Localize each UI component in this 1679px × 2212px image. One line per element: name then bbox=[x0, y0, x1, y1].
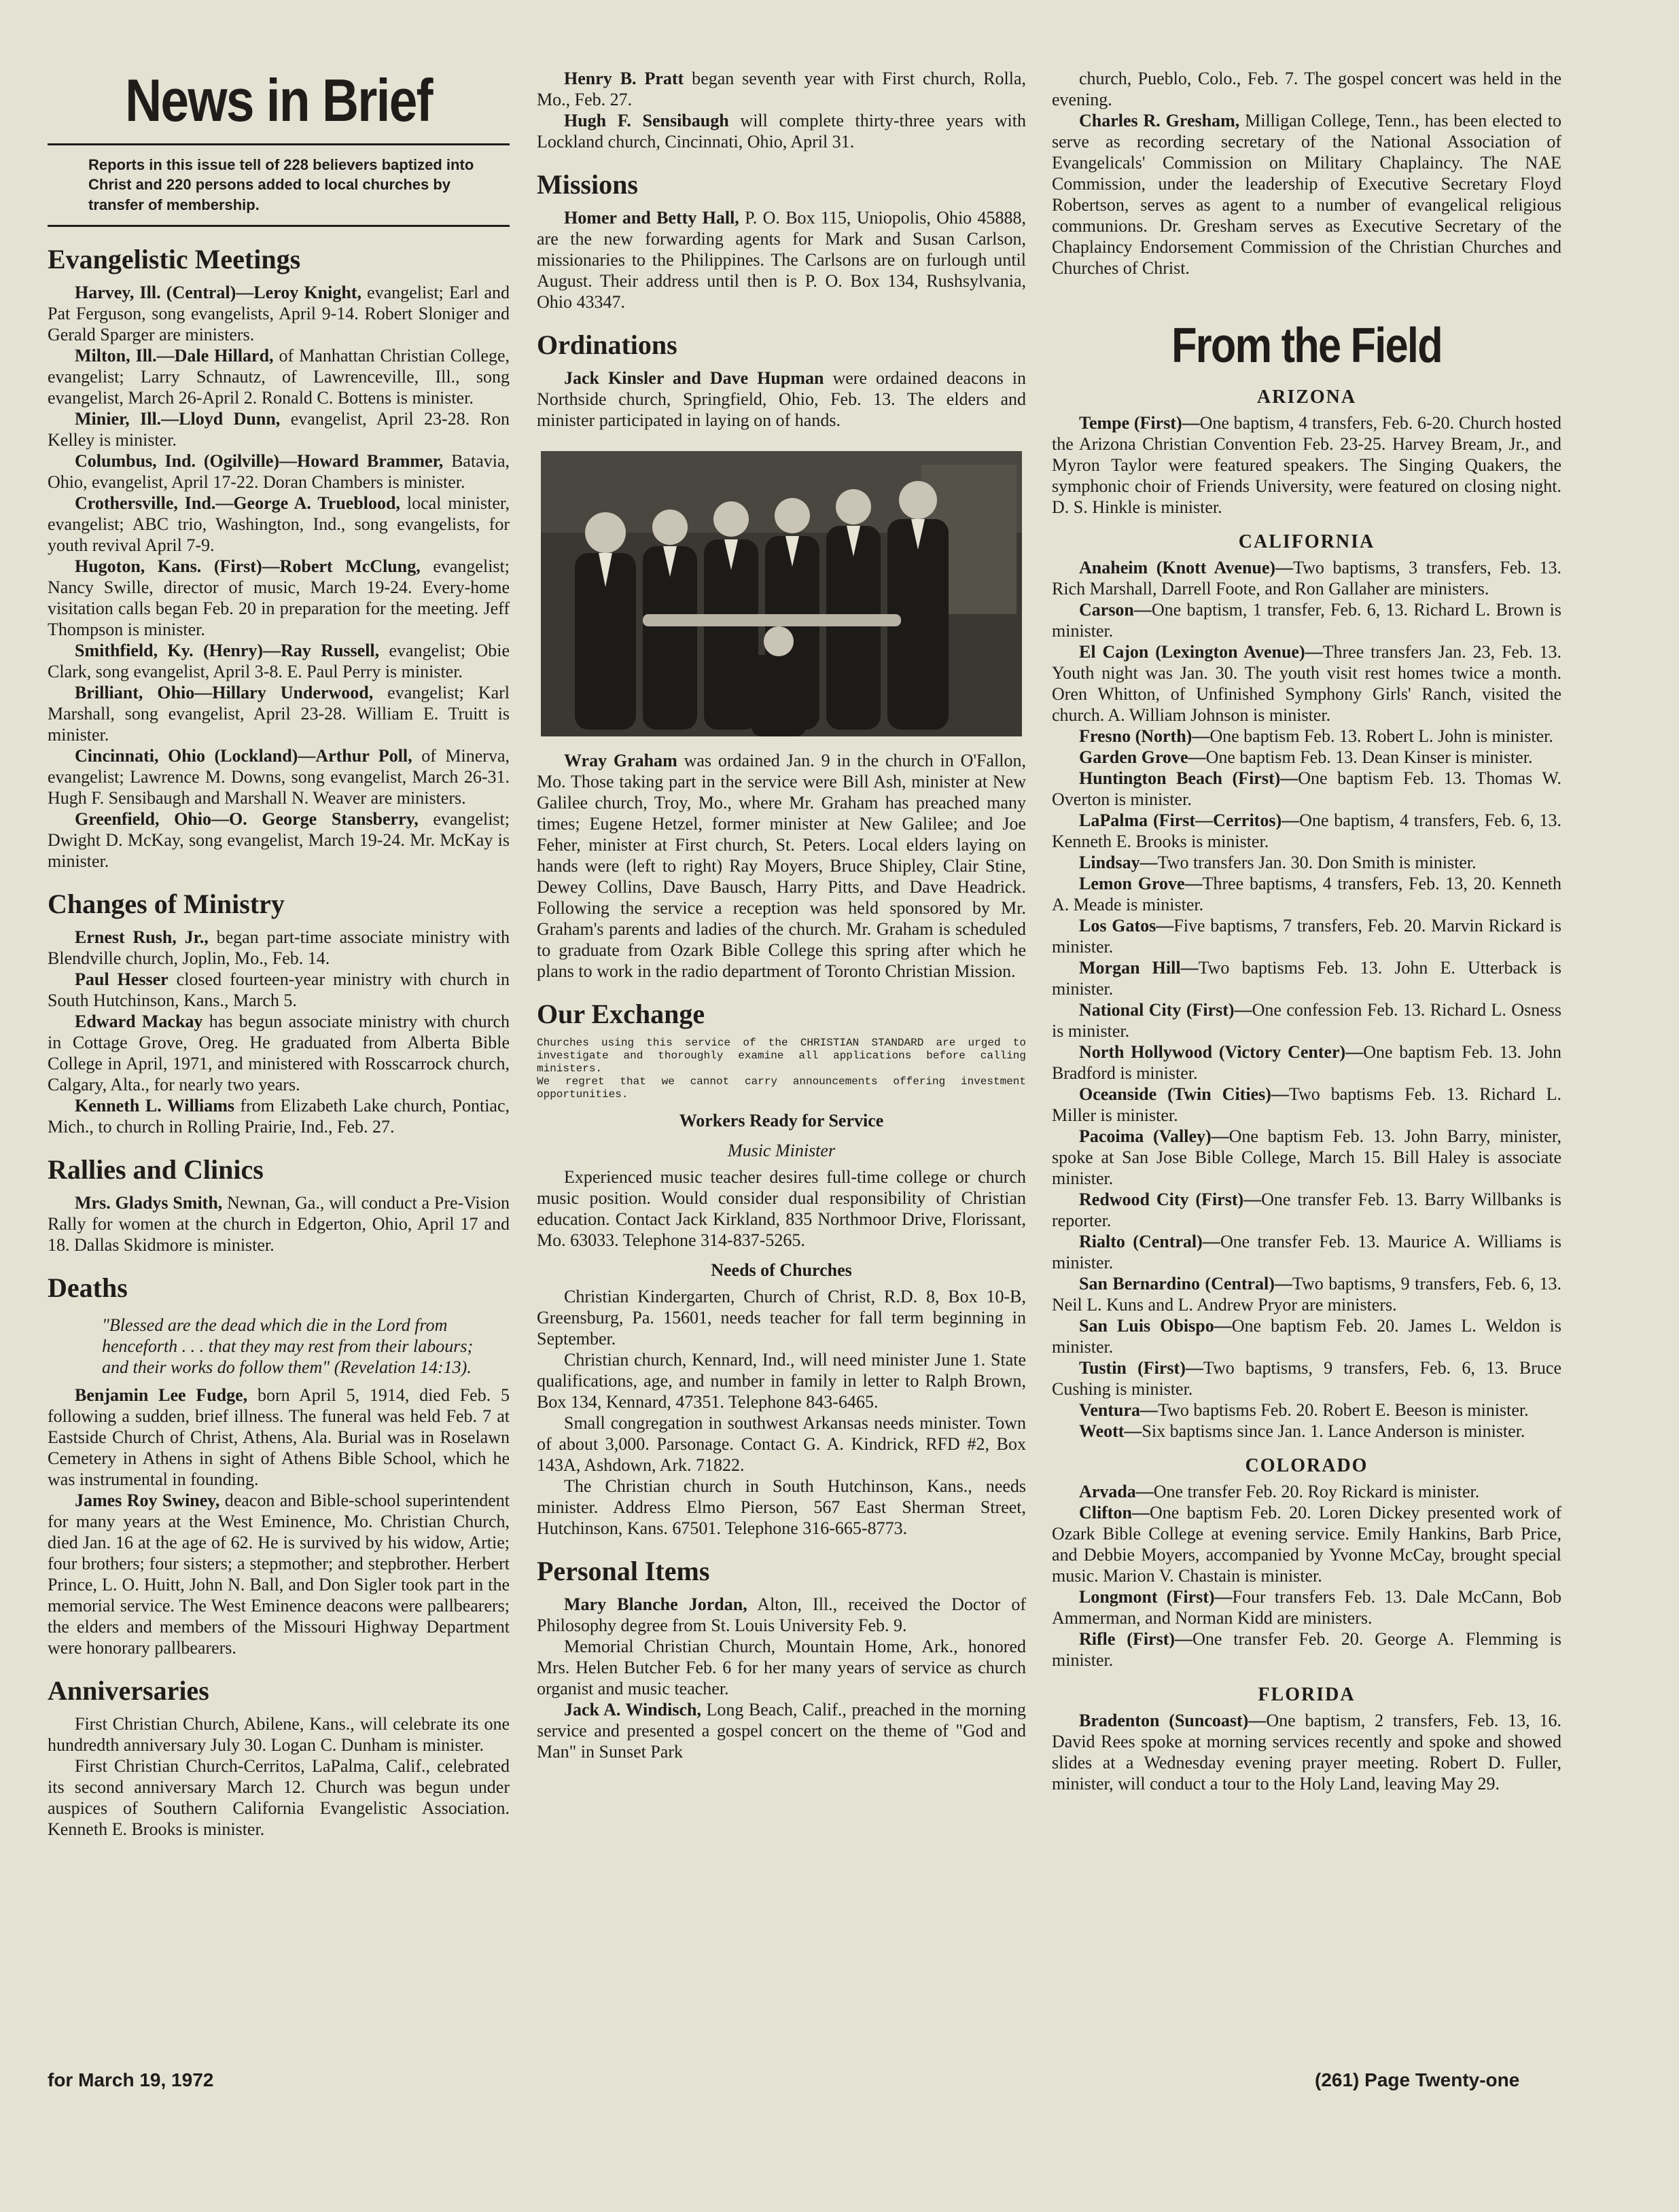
item-text: evangelist; Dwight D. McKay, song evangelist, March 19-24. Mr. McKay is minister. bbox=[48, 808, 510, 871]
item-text: closed fourteen-year ministry with church in South Hutchinson, Kans., March 5. bbox=[48, 969, 510, 1010]
item-lead: Morgan Hill— bbox=[1079, 958, 1199, 978]
needs-list bbox=[537, 1286, 1026, 1539]
news-item bbox=[537, 1636, 1026, 1699]
item-lead: Minier, Ill.—Lloyd Dunn, bbox=[75, 408, 281, 429]
classified-item: The Christian church in South Hutchinson, Kans., needs minister. Address Elmo Pierson, 567 East Sherman Street, Hutchinson, Kans. 67501. Telephone 316-665-8773. bbox=[537, 1476, 1026, 1538]
news-item bbox=[1052, 810, 1561, 852]
classified-item: Christian Kindergarten, Church of Christ, R.D. 8, Box 10-B, Greensburg, Pa. 15601, needs teacher for fall term beginning in September. bbox=[537, 1287, 1026, 1349]
news-item bbox=[48, 927, 510, 969]
item-text: church, Pueblo, Colo., Feb. 7. The gospel concert was held in the evening. bbox=[1052, 69, 1561, 109]
item-text: began seventh year with First church, Rolla, Mo., Feb. 27. bbox=[537, 69, 1026, 109]
section-heading-anniversaries: Anniversaries bbox=[48, 1675, 209, 1706]
item-lead: Redwood City (First)— bbox=[1079, 1190, 1262, 1210]
item-text: evangelist; Obie Clark, song evangelist, April 3-8. E. Paul Perry is minister. bbox=[48, 640, 510, 681]
news-item bbox=[48, 745, 510, 808]
item-text: One baptism, 4 transfers, Feb. 6-20. Church hosted the Arizona Christian Convention Feb. 23-25. Harvey Bream, Jr., and Myron Taylor were featured speakers. The Singing Quakers, the symphonic choir of Friends University, were featured on closing night. D. S. Hinkle is minister. bbox=[1052, 413, 1561, 518]
item-text: began part-time associate ministry with Blendville church, Joplin, Mo., Feb. 14. bbox=[48, 927, 510, 968]
item-lead: Columbus, Ind. (Ogilville)—Howard Brammer, bbox=[75, 450, 444, 471]
item-lead: Benjamin Lee Fudge, bbox=[75, 1385, 248, 1405]
item-text: One baptism Feb. 13. Dean Kinser is minister. bbox=[1205, 747, 1533, 768]
item-lead: Homer and Betty Hall, bbox=[564, 208, 739, 228]
news-item bbox=[1052, 957, 1561, 999]
item-text: Alton, Ill., received the Doctor of Philosophy degree from St. Louis University Feb. 9. bbox=[537, 1594, 1026, 1635]
news-item bbox=[1052, 412, 1561, 518]
column-right bbox=[1052, 68, 1561, 1794]
item-text: evangelist; Nancy Swille, director of music, March 19-24. Every-home visitation calls began Feb. 20 in preparation for the meeting. Jeff Thompson is minister. bbox=[48, 556, 510, 639]
item-text: One transfer Feb. 13. Barry Willbanks is reporter. bbox=[1052, 1190, 1561, 1231]
news-item bbox=[537, 1699, 1026, 1762]
item-lead: LaPalma (First—Cerritos)— bbox=[1079, 810, 1300, 831]
news-item bbox=[48, 493, 510, 556]
section-heading-evangelistic: Evangelistic Meetings bbox=[48, 243, 301, 274]
news-item bbox=[1052, 1421, 1561, 1442]
news-item bbox=[48, 1095, 510, 1137]
item-text: born April 5, 1914, died Feb. 5 following a sudden, brief illness. The funeral was held Feb. 7 at Eastside Church of Christ, Athens, Ala. Burial was in Roselawn Cemetery in Athens in sight of Athens Bible School, which he was instrumental in founding. bbox=[48, 1385, 510, 1489]
item-lead: Henry B. Pratt bbox=[564, 69, 684, 88]
item-lead: Pacoima (Valley)— bbox=[1079, 1126, 1229, 1147]
item-text: One baptism, 1 transfer, Feb. 6, 13. Richard L. Brown is minister. bbox=[1052, 600, 1561, 641]
item-text: Two baptisms Feb. 20. Robert E. Beeson is minister. bbox=[1158, 1400, 1529, 1421]
section-heading-personal: Personal Items bbox=[537, 1556, 710, 1586]
item-lead: Longmont (First)— bbox=[1079, 1587, 1233, 1607]
item-text: Two baptisms Feb. 13. Richard L. Miller is minister. bbox=[1052, 1084, 1561, 1126]
news-item bbox=[48, 408, 510, 450]
item-lead: Hugh F. Sensibaugh bbox=[564, 111, 729, 130]
item-lead: Crothersville, Ind.—George A. Trueblood, bbox=[75, 493, 400, 513]
classified-item: Christian church, Kennard, Ind., will need minister June 1. State qualifications, age, and number in family in letter to Ralph Brown, Box 134, Kennard, 47351. Telephone 843-6465. bbox=[537, 1350, 1026, 1412]
news-item bbox=[48, 450, 510, 493]
item-lead: Clifton— bbox=[1079, 1503, 1150, 1523]
anniversaries-list bbox=[48, 1713, 510, 1840]
item-text: Two baptisms Feb. 13. John E. Utterback is minister. bbox=[1052, 958, 1562, 999]
ordination-photo bbox=[541, 451, 1022, 736]
item-lead: Milton, Ill.—Dale Hillard, bbox=[75, 345, 274, 365]
item-lead: Tempe (First)— bbox=[1079, 413, 1200, 433]
item-text: First Christian Church-Cerritos, LaPalma, Calif., celebrated its second anniversary March 12. Church was begun under auspices of Southern California Evangelistic Association. Kenneth E. Brooks is minister. bbox=[48, 1755, 510, 1839]
photo-caption: Wray Graham was ordained Jan. 9 in the church in O'Fallon, Mo. Those taking part in the service were Bill Ash, minister at New Galilee church, Troy, Mo., where Mr. Graham has preached many times; Eugene Hetzel, former minister at New Galilee; and Joe Feher, minister at First church, St. Peters. Local elders laying on hands were (left to right) Ray Moyers, Bruce Shipley, Clair Stine, Dewey Collins, Dave Bausch, Harry Pitts, and Dave Headrick. Following the service a reception was held sponsored by Mr. Graham's parents and ladies of the church. Mr. Graham is scheduled to graduate from Ozark Bible College this spring after which he plans to work in the radio department of Toronto Christian Mission. bbox=[537, 751, 1026, 981]
item-text: One baptism, 2 transfers, Feb. 13, 16. David Rees spoke at morning services recently and spoke and showed slides at a Wednesday evening prayer meeting. Robert D. Fuller, minister, will conduct a tour to the Holy Land, leaving May 29. bbox=[1052, 1711, 1561, 1794]
item-text: were ordained deacons in Northside church, Springfield, Ohio, Feb. 13. The elders and minister participated in laying on of hands. bbox=[537, 368, 1026, 430]
item-lead: Rifle (First)— bbox=[1079, 1629, 1193, 1649]
news-item bbox=[48, 345, 510, 408]
item-lead: Mary Blanche Jordan, bbox=[564, 1594, 747, 1614]
section-heading-ordinations: Ordinations bbox=[537, 329, 677, 360]
continued-list bbox=[1052, 68, 1561, 279]
news-item bbox=[48, 1385, 510, 1490]
item-text: Three transfers Jan. 23, Feb. 13. Youth night was Jan. 30. The youth visit rest homes twice a month. Oren Whitton, of Unfinished Symphony Girls' Ranch, visited the church. A. William Johnson is minister. bbox=[1052, 642, 1561, 726]
news-item bbox=[1052, 641, 1561, 726]
item-text: One baptism Feb. 13. Thomas W. Overton is minister. bbox=[1052, 768, 1561, 810]
item-text: One baptism Feb. 20. Loren Dickey presented work of Ozark Bible College at evening service. Emily Hankins, Barb Price, and Debbie Moyers, accompanied by Yvonne McCay, brought special music. Marion V. Chastain is minister. bbox=[1052, 1503, 1561, 1586]
item-text: of Minerva, evangelist; Lawrence M. Downs, song evangelist, March 26-31. Hugh F. Sensibaugh and Marshall N. Weaver are ministers. bbox=[48, 745, 510, 808]
item-lead: Weott— bbox=[1079, 1421, 1142, 1442]
item-lead: Lindsay— bbox=[1079, 853, 1158, 873]
news-item bbox=[48, 640, 510, 682]
news-item bbox=[1052, 1586, 1561, 1628]
news-item bbox=[537, 207, 1026, 313]
item-lead: Anaheim (Knott Avenue)— bbox=[1079, 558, 1294, 578]
subhead-workers: Workers Ready for Service bbox=[679, 1111, 884, 1130]
item-text: One baptism Feb. 20. James L. Weldon is minister. bbox=[1052, 1316, 1561, 1357]
item-text: from Elizabeth Lake church, Pontiac, Mich., to church in Rolling Prairie, Ind., Feb. 27. bbox=[48, 1095, 510, 1137]
news-item bbox=[537, 110, 1026, 152]
news-item bbox=[1052, 873, 1561, 915]
continued-list bbox=[537, 68, 1026, 152]
ordinations-list bbox=[537, 368, 1026, 431]
item-lead: Charles R. Gresham, bbox=[1079, 111, 1240, 130]
section-heading-deaths: Deaths bbox=[48, 1272, 128, 1303]
news-item bbox=[1052, 110, 1561, 279]
item-text: Two baptisms, 9 transfers, Feb. 6, 13. Bruce Cushing is minister. bbox=[1052, 1358, 1561, 1399]
item-lead: San Luis Obispo— bbox=[1079, 1316, 1232, 1336]
section-heading-exchange: Our Exchange bbox=[537, 999, 705, 1029]
item-lead: Carson— bbox=[1079, 600, 1152, 620]
field-title: From the Field bbox=[1171, 319, 1442, 373]
item-lead: Edward Mackay bbox=[75, 1011, 203, 1031]
item-lead: Garden Grove— bbox=[1079, 747, 1206, 768]
item-lead: Hugoton, Kans. (First)—Robert McClung, bbox=[75, 556, 421, 576]
item-text: local minister, evangelist; ABC trio, Washington, Ind., song evangelists, for youth revival April 7-9. bbox=[48, 493, 510, 555]
item-lead: San Bernardino (Central)— bbox=[1079, 1274, 1292, 1294]
news-item bbox=[1052, 557, 1561, 599]
item-text: Four transfers Feb. 13. Dale McCann, Bob Ammerman, and Norman Kidd are ministers. bbox=[1052, 1587, 1561, 1628]
item-text: Three baptisms, 4 transfers, Feb. 13, 20. Kenneth A. Meade is minister. bbox=[1052, 874, 1561, 915]
item-lead: Ernest Rush, Jr., bbox=[75, 927, 209, 947]
news-item bbox=[1052, 1041, 1561, 1084]
item-lead: Los Gatos— bbox=[1079, 916, 1174, 936]
exchange-note: Churches using this service of the CHRISTIAN STANDARD are urged to investigate and thoroughly examine all applications before calling ministers. bbox=[537, 1037, 1026, 1075]
scripture-quote: "Blessed are the dead which die in the Lord from henceforth . . . that they may rest from their labours; and their works do follow them" (Revelation 14:13). bbox=[102, 1315, 474, 1377]
item-text: evangelist; Karl Marshall, song evangelist, April 23-28. William E. Truitt is minister. bbox=[48, 682, 510, 745]
item-text: evangelist; Earl and Pat Ferguson, song evangelists, April 9-14. Robert Sloniger and Gerald Sparger are ministers. bbox=[48, 282, 510, 344]
news-item bbox=[1052, 1357, 1561, 1399]
news-item bbox=[48, 282, 510, 345]
footer-page-number: (261) Page Twenty-one bbox=[1315, 2069, 1520, 2090]
news-item bbox=[1052, 747, 1561, 768]
item-text: Two transfers Jan. 30. Don Smith is minister. bbox=[1157, 853, 1477, 873]
subhead-needs: Needs of Churches bbox=[711, 1260, 852, 1280]
item-text: One baptism Feb. 13. John Barry, minister, spoke at San Jose Bible College, March 15. Bill Haley is associate minister. bbox=[1052, 1126, 1561, 1189]
item-text: has begun associate ministry with church in Cottage Grove, Oreg. He graduated from Alberta Bible College in April, 1971, and ministered with Rosscarrock church, Calgary, Alta., for nearly two years. bbox=[48, 1011, 510, 1094]
state-heading: FLORIDA bbox=[1258, 1684, 1356, 1706]
news-item bbox=[48, 1755, 510, 1840]
item-lead: Brilliant, Ohio—Hillary Underwood, bbox=[75, 682, 374, 702]
news-item bbox=[537, 368, 1026, 431]
state-heading: ARIZONA bbox=[1256, 387, 1357, 408]
item-lead: Smithfield, Ky. (Henry)—Ray Russell, bbox=[75, 640, 380, 660]
news-item bbox=[1052, 1189, 1561, 1231]
item-lead: Huntington Beach (First)— bbox=[1079, 768, 1298, 789]
item-text: One transfer Feb. 20. George A. Flemming is minister. bbox=[1052, 1629, 1561, 1671]
item-text: Milligan College, Tenn., has been elected to serve as recording secretary of the National Association of Evangelicals' Commission on Military Chaplaincy. The NAE Commission, under the leadership of Executive Secretary Floyd Robertson, serves as agent to a number of evangelical religious communions. Dr. Gresham serves as Executive Secretary of the Chaplaincy Endorsement Commission of the Christian Churches and Churches of Christ. bbox=[1052, 111, 1561, 278]
news-item bbox=[1052, 599, 1561, 641]
item-text: Five baptisms, 7 transfers, Feb. 20. Marvin Rickard is minister. bbox=[1052, 916, 1561, 957]
news-item bbox=[1052, 726, 1561, 747]
evangelistic-list bbox=[48, 282, 510, 872]
rallies-list bbox=[48, 1192, 510, 1255]
item-lead: Kenneth L. Williams bbox=[75, 1095, 234, 1116]
item-text: Two baptisms, 3 transfers, Feb. 13. Rich Marshall, Darrell Foote, and Ron Gallaher are ministers. bbox=[1052, 558, 1561, 599]
news-item bbox=[1052, 1273, 1561, 1315]
news-item bbox=[537, 68, 1026, 110]
column-middle bbox=[537, 68, 1026, 1762]
exchange-note: We regret that we cannot carry announcements offering investment opportunities. bbox=[537, 1075, 1026, 1101]
news-item bbox=[1052, 999, 1561, 1041]
news-item bbox=[1052, 1231, 1561, 1273]
item-lead: Tustin (First)— bbox=[1079, 1358, 1203, 1378]
states-container bbox=[1052, 387, 1561, 1794]
item-lead: Greenfield, Ohio—O. George Stansberry, bbox=[75, 808, 419, 829]
divider bbox=[48, 143, 510, 145]
news-item bbox=[1052, 1502, 1561, 1586]
item-lead: Lemon Grove— bbox=[1079, 874, 1203, 894]
item-text: Six baptisms since Jan. 1. Lance Anderson is minister. bbox=[1142, 1421, 1525, 1442]
personal-list bbox=[537, 1594, 1026, 1762]
lead-summary: Reports in this issue tell of 228 believers baptized into Christ and 220 persons added to local churches by transfer of membership. bbox=[88, 156, 474, 214]
news-item bbox=[1052, 1710, 1561, 1794]
item-lead: Bradenton (Suncoast)— bbox=[1079, 1711, 1267, 1731]
item-text: of Manhattan Christian College, evangelist; Larry Schnautz, of Lawrenceville, Ill., song evangelist, March 26-April 2. Ronald C. Bottens is minister. bbox=[48, 345, 510, 408]
news-item bbox=[1052, 1126, 1561, 1189]
changes-list bbox=[48, 927, 510, 1137]
item-lead: Rialto (Central)— bbox=[1079, 1232, 1220, 1252]
section-heading-rallies: Rallies and Clinics bbox=[48, 1154, 264, 1185]
section-heading-changes: Changes of Ministry bbox=[48, 888, 285, 919]
item-text: One baptism, 4 transfers, Feb. 6, 13. Kenneth E. Brooks is minister. bbox=[1052, 810, 1561, 852]
classified-item: Small congregation in southwest Arkansas needs minister. Town of about 3,000. Parsonage. Contact G. A. Kindrick, RFD #2, Box 143A, Ashdown, Ark. 71822. bbox=[537, 1413, 1026, 1475]
classified-item: Experienced music teacher desires full-time college or church music position. Would consider dual responsibility of Christian education. Contact Jack Kirkland, 835 Northmoor Drive, Florissant, Mo. 63033. Telephone 314-837-5265. bbox=[537, 1167, 1026, 1250]
news-item bbox=[48, 1713, 510, 1755]
item-lead: El Cajon (Lexington Avenue)— bbox=[1079, 642, 1323, 662]
item-text: One transfer Feb. 13. Maurice A. Williams is minister. bbox=[1052, 1232, 1561, 1273]
item-text: One transfer Feb. 20. Roy Rickard is minister. bbox=[1153, 1482, 1480, 1502]
item-lead: Mrs. Gladys Smith, bbox=[75, 1192, 223, 1213]
state-heading: COLORADO bbox=[1245, 1455, 1368, 1477]
item-text: evangelist, April 23-28. Ron Kelley is minister. bbox=[48, 408, 510, 450]
news-item bbox=[48, 556, 510, 640]
news-item bbox=[1052, 1315, 1561, 1357]
section-heading-missions: Missions bbox=[537, 169, 638, 200]
news-item bbox=[1052, 68, 1561, 110]
item-text: One baptism Feb. 13. John Bradford is minister. bbox=[1052, 1042, 1562, 1084]
news-item bbox=[48, 682, 510, 745]
page-title: News in Brief bbox=[125, 67, 432, 134]
item-lead: North Hollywood (Victory Center)— bbox=[1079, 1042, 1364, 1063]
item-lead: Fresno (North)— bbox=[1079, 726, 1210, 747]
news-item bbox=[48, 808, 510, 872]
missions-list bbox=[537, 207, 1026, 313]
news-item bbox=[1052, 915, 1561, 957]
item-lead: James Roy Swiney, bbox=[75, 1490, 220, 1510]
item-lead: Oceanside (Twin Cities)— bbox=[1079, 1084, 1289, 1105]
item-lead: Jack Kinsler and Dave Hupman bbox=[564, 368, 824, 388]
item-text: deacon and Bible-school superintendent for many years at the West Eminence, Mo. Christian Church, died Jan. 16 at the age of 62. He is survived by his widow, Artie; four brothers; four sisters; a stepmother; and stepbrother. Herbert Prince, L. O. Huitt, John N. Ball, and Don Sigler took part in the memorial service. The West Eminence deacons were pallbearers; the elders and members of the Missouri Highway Department were honorary pallbearers. bbox=[48, 1490, 510, 1658]
item-lead: Harvey, Ill. (Central)—Leroy Knight, bbox=[75, 282, 361, 302]
news-item bbox=[1052, 1481, 1561, 1502]
item-text: One baptism Feb. 13. Robert L. John is minister. bbox=[1209, 726, 1553, 747]
divider bbox=[48, 225, 510, 227]
news-item bbox=[1052, 768, 1561, 810]
item-text: One confession Feb. 13. Richard L. Osness is minister. bbox=[1052, 1000, 1561, 1041]
news-item bbox=[537, 1594, 1026, 1636]
news-item bbox=[1052, 1628, 1561, 1671]
news-item bbox=[1052, 1084, 1561, 1126]
deaths-list bbox=[48, 1385, 510, 1658]
item-lead: Arvada— bbox=[1079, 1482, 1154, 1502]
item-text: Memorial Christian Church, Mountain Home, Ark., honored Mrs. Helen Butcher Feb. 6 for her many years of service as church organist and music teacher. bbox=[537, 1637, 1026, 1698]
item-lead: Cincinnati, Ohio (Lockland)—Arthur Poll, bbox=[75, 745, 412, 766]
item-text: will complete thirty-three years with Lockland church, Cincinnati, Ohio, April 31. bbox=[537, 111, 1026, 151]
footer-date: for March 19, 1972 bbox=[48, 2069, 214, 2090]
news-item bbox=[48, 1490, 510, 1658]
item-text: First Christian Church, Abilene, Kans., will celebrate its one hundredth anniversary July 30. Logan C. Dunham is minister. bbox=[48, 1713, 510, 1755]
item-lead: Paul Hesser bbox=[75, 969, 169, 989]
item-lead: Ventura— bbox=[1079, 1400, 1159, 1421]
news-item bbox=[1052, 852, 1561, 873]
news-item bbox=[48, 1011, 510, 1095]
item-text: Two baptisms, 9 transfers, Feb. 6, 13. Neil L. Kuns and L. Andrew Pryor are ministers. bbox=[1052, 1274, 1561, 1315]
state-heading: CALIFORNIA bbox=[1238, 531, 1375, 553]
news-item bbox=[1052, 1399, 1561, 1421]
news-item bbox=[48, 969, 510, 1011]
item-lead: National City (First)— bbox=[1079, 1000, 1252, 1020]
item-text: Long Beach, Calif., preached in the morning service and presented a gospel concert on the theme of "God and Man" in Sunset Park bbox=[537, 1700, 1026, 1762]
item-lead: Jack A. Windisch, bbox=[564, 1700, 701, 1719]
item-text: Newnan, Ga., will conduct a Pre-Vision Rally for women at the church in Edgerton, Ohio, April 17 and 18. Dallas Skidmore is minister. bbox=[48, 1192, 510, 1255]
news-item bbox=[48, 1192, 510, 1255]
item-text: P. O. Box 115, Uniopolis, Ohio 45888, are the new forwarding agents for Mark and Susan Carlson, missionaries to the Philippines. The Carlsons are on furlough until August. Their address until then is P. O. Box 134, Rushsylvania, Ohio 43347. bbox=[537, 208, 1027, 312]
item-text: Batavia, Ohio, evangelist, April 17-22. Doran Chambers is minister. bbox=[48, 450, 510, 492]
photo-illustration bbox=[541, 451, 1022, 736]
column-left bbox=[48, 68, 510, 1840]
subhead-music-minister: Music Minister bbox=[727, 1141, 836, 1160]
